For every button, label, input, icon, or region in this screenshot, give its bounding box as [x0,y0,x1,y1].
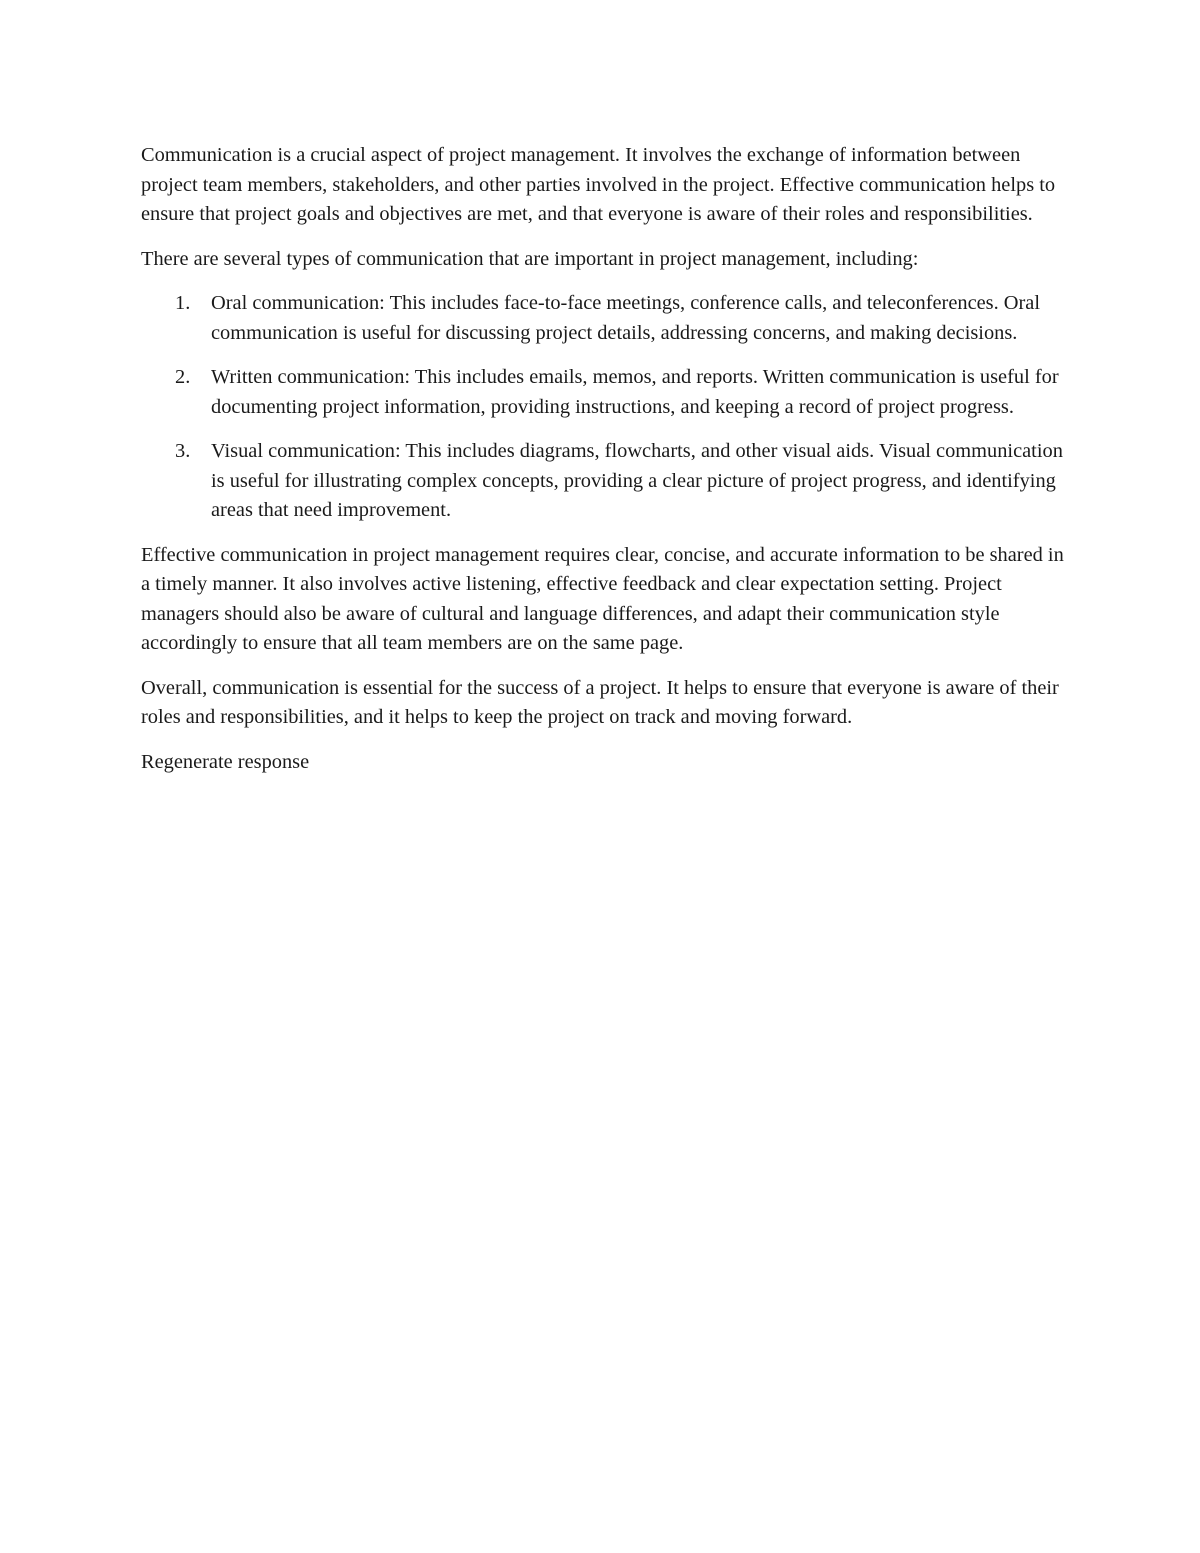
list-item [141,289,1071,348]
overall-paragraph: Overall, communication is essential for the success of a project. It helps to ensure that everyone is aware of their roles and responsibilities, and it helps to keep the project on track and moving forward. [141,676,1059,728]
list-item-number: 1. [175,292,191,314]
list-item-text: Oral communication: This includes face-to-face meetings, conference calls, and teleconferences. Oral communication is useful for discussing project details, addressing concerns, and making decisions. [211,292,1041,344]
intro-paragraph: Communication is a crucial aspect of project management. It involves the exchange of information between project team members, stakeholders, and other parties involved in the project. Effective communication helps to ensure that project goals and objectives are met, and that everyone is aware of their roles and responsibilities. [141,144,1056,225]
effective-communication-paragraph: Effective communication in project management requires clear, concise, and accurate information to be shared in a timely manner. It also involves active listening, effective feedback and clear expectation setting. Project managers should also be aware of cultural and language differences, and adapt their communication style accordingly to ensure that all team members are on the same page. [141,543,1064,654]
list-item-text: Written communication: This includes emails, memos, and reports. Written communication is useful for documenting project information, providing instructions, and keeping a record of project progress. [211,366,1059,418]
list-item-text: Visual communication: This includes diagrams, flowcharts, and other visual aids. Visual communication is useful for illustrating complex concepts, providing a clear picture of project progress, and identifying areas that need improvement. [211,440,1063,521]
document-body [141,141,1071,777]
list-item-number: 3. [175,440,191,462]
regenerate-response-text: Regenerate response [141,750,310,773]
types-intro-paragraph: There are several types of communication that are important in project management, including: [141,247,919,270]
list-item [141,437,1071,526]
communication-types-list [141,289,1071,526]
list-item [141,363,1071,422]
list-item-number: 2. [175,366,191,388]
